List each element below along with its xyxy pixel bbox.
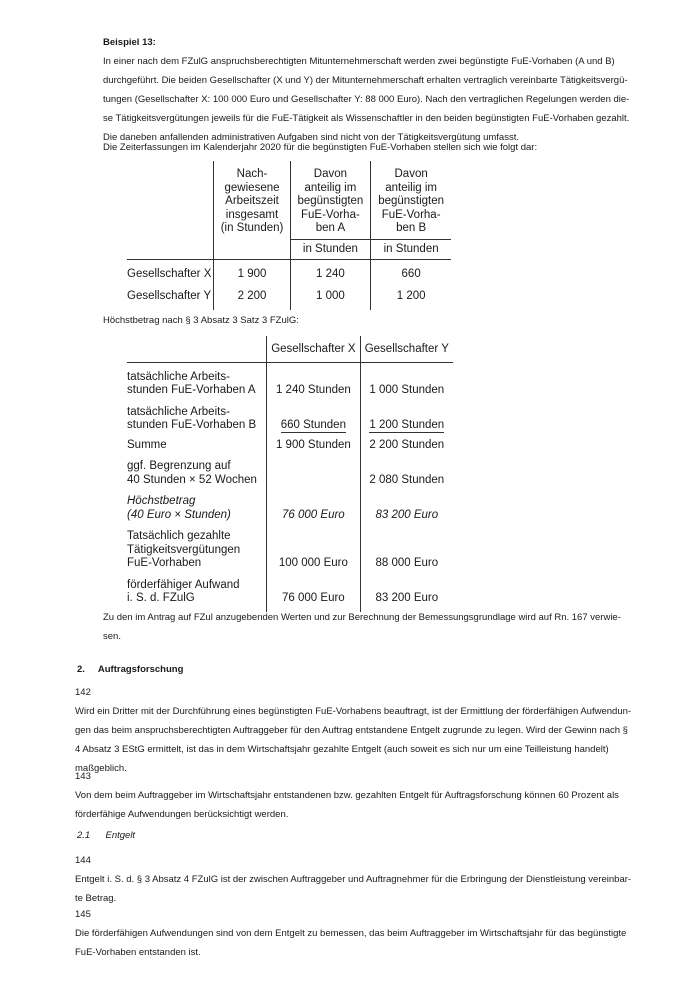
- text-line: Entgelt i. S. d. § 3 Absatz 4 FZulG ist der zwischen Auftraggeber und Auftragnehmer für die Erbringung der Dienstleistung vereinbar-: [75, 874, 632, 885]
- label-line: Summe: [127, 438, 167, 451]
- margin-number: 145: [75, 909, 91, 920]
- unit-label-b: in Stunden: [371, 239, 451, 260]
- label-line: i. S. d. FZulG: [127, 592, 195, 604]
- cell-total: 1 900: [214, 260, 290, 283]
- text-line: In einer nach dem FZulG anspruchsberechtigten Mitunternehmerschaft werden zwei begünstigte FuE-Vorhaben (A und B): [103, 56, 615, 67]
- header-line: (in Stunden): [220, 222, 284, 234]
- label-line: Tatsächlich gezahlte: [127, 530, 231, 542]
- text-line: Wird ein Dritter mit der Durchführung eines begünstigten FuE-Vorhabens beauftragt, ist der Ermittlung der förderfähigen Aufwendun-: [75, 706, 632, 717]
- cell-x: 1 240 Stunden: [267, 362, 360, 398]
- cell-x: 76 000 Euro: [267, 571, 360, 612]
- text-line: Zu den im Antrag auf FZul anzugebenden Werten und zur Berechnung der Bemessungsgrundlage wird auf Rn. 167 verwie-: [103, 612, 621, 623]
- cell-y: 1 000 Stunden: [360, 362, 453, 398]
- margin-number-144: [75, 851, 631, 908]
- header-line: begünstigten: [297, 195, 364, 207]
- header-line: begünstigten: [378, 195, 445, 207]
- header-gesellschafter-x: Gesellschafter X: [267, 336, 360, 362]
- cell-project-b: 1 200: [371, 282, 451, 310]
- header-project-b: [371, 161, 451, 239]
- margin-number-142: [75, 683, 631, 778]
- underlined-value: 1 200 Stunden: [369, 418, 445, 431]
- row-label: [127, 522, 267, 571]
- text-line: durchgeführt. Die beiden Gesellschafter (X und Y) der Mitunternehmerschaft erhalten vertraglich vereinbarte Tätigkeitsvergü-: [103, 75, 628, 86]
- header-line: Nach-: [236, 168, 268, 180]
- header-line: Davon: [313, 168, 348, 180]
- cell-x: [267, 398, 360, 433]
- margin-number-143: [75, 767, 619, 824]
- header-project-a: [290, 161, 371, 239]
- header-line: Arbeitszeit: [225, 195, 279, 207]
- cell-x: 100 000 Euro: [267, 522, 360, 571]
- cell-x: 76 000 Euro: [267, 487, 360, 522]
- margin-number-145: [75, 905, 626, 962]
- example-paragraph: [103, 52, 629, 147]
- label-line: FuE-Vorhaben: [127, 557, 202, 569]
- cell-project-a: 1 000: [290, 282, 371, 310]
- header-line: anteilig im: [385, 181, 438, 194]
- header-line: Davon: [394, 168, 428, 180]
- text-line: maßgeblich.: [75, 763, 127, 774]
- cell-project-b: 660: [371, 260, 451, 283]
- table-intro-text: Die Zeiterfassungen im Kalenderjahr 2020 für die begünstigten FuE-Vorhaben stellen sich wie folgt dar:: [103, 142, 538, 153]
- empty-cell: [127, 239, 214, 260]
- header-line: ben A: [315, 222, 346, 234]
- row-label: Gesellschafter Y: [127, 290, 212, 302]
- text-line: tungen (Gesellschafter X: 100 000 Euro und Gesellschafter Y: 88 000 Euro). Nach den vertraglichen Regelungen werden die-: [103, 94, 630, 105]
- cell-y: 83 200 Euro: [360, 487, 453, 522]
- row-label: [127, 398, 267, 433]
- cell-x: 1 900 Stunden: [267, 433, 360, 453]
- subsection-title: Entgelt: [105, 830, 136, 841]
- label-line: 40 Stunden × 52 Wochen: [127, 473, 257, 486]
- label-line: stunden FuE-Vorhaben A: [127, 384, 256, 396]
- header-line: FuE-Vorha-: [381, 208, 441, 221]
- header-line: ben B: [396, 222, 427, 234]
- empty-header-cell: [127, 161, 214, 239]
- text-line: te Betrag.: [75, 893, 117, 904]
- label-line: förderfähiger Aufwand: [127, 578, 240, 591]
- cell-y: [360, 398, 453, 433]
- header-total-hours: [214, 161, 290, 260]
- subsection-number: 2.1: [77, 830, 91, 841]
- row-label: [127, 452, 267, 487]
- cell-y: 88 000 Euro: [360, 522, 453, 571]
- text-line: förderfähige Aufwendungen berücksichtigt werden.: [75, 809, 289, 820]
- max-amount-table: [127, 336, 453, 612]
- text-line: Die förderfähigen Aufwendungen sind von dem Entgelt zu bemessen, das beim Auftraggeber im Wirtschaftsjahr für das begünstigte: [75, 928, 627, 939]
- margin-number: 144: [75, 855, 91, 866]
- cell-x: [267, 452, 360, 487]
- header-line: gewiesene: [224, 181, 280, 194]
- cell-y: 2 200 Stunden: [360, 433, 453, 453]
- text-line: Die daneben anfallenden administrativen Aufgaben sind nicht von der Tätigkeitsvergütung umfasst.: [103, 132, 519, 143]
- subsection-heading: [77, 826, 135, 845]
- text-line: Von dem beim Auftraggeber im Wirtschaftsjahr entstandenen bzw. gezahlten Entgelt für Auftragsforschung können 60 Prozent als: [75, 790, 619, 801]
- row-label: [127, 362, 267, 398]
- working-hours-table: [127, 161, 451, 310]
- margin-number: 142: [75, 687, 91, 698]
- label-line: tatsächliche Arbeits-: [127, 405, 230, 418]
- row-label: [127, 433, 267, 453]
- header-line: insgesamt: [225, 208, 279, 221]
- text-line: FuE-Vorhaben entstanden ist.: [75, 947, 201, 958]
- text-line: 4 Absatz 3 EStG ermittelt, ist das in dem Wirtschaftsjahr gezahlte Entgelt (auch soweit es sich nur um eine Teilleistung handelt): [75, 744, 609, 755]
- cell-y: 83 200 Euro: [360, 571, 453, 612]
- margin-number: 143: [75, 771, 91, 782]
- underlined-value: 660 Stunden: [280, 418, 346, 431]
- header-line: anteilig im: [304, 181, 357, 194]
- label-line: Höchstbetrag: [127, 495, 196, 507]
- reference-paragraph: [103, 608, 621, 646]
- label-line: (40 Euro × Stunden): [127, 508, 231, 521]
- max-amount-intro: Höchstbetrag nach § 3 Absatz 3 Satz 3 FZulG:: [103, 315, 299, 326]
- cell-project-a: 1 240: [290, 260, 371, 283]
- empty-header-cell: [127, 336, 267, 362]
- label-line: ggf. Begrenzung auf: [127, 460, 231, 472]
- cell-total: 2 200: [214, 282, 290, 310]
- label-line: Tätigkeitsvergütungen: [127, 543, 241, 556]
- label-line: tatsächliche Arbeits-: [127, 370, 230, 383]
- header-gesellschafter-y: Gesellschafter Y: [360, 336, 453, 362]
- text-line: sen.: [103, 631, 121, 642]
- row-label: Gesellschafter X: [127, 260, 214, 283]
- row-label: [127, 571, 267, 612]
- cell-y: 2 080 Stunden: [360, 452, 453, 487]
- text-line: gen das beim anspruchsberechtigten Auftraggeber für den Auftrag entstandene Entgelt zugrunde zu legen. Wird der Gewinn nach §: [75, 725, 628, 736]
- unit-label-a: in Stunden: [290, 239, 371, 260]
- section-heading: [77, 660, 183, 679]
- section-title: Auftragsforschung: [97, 664, 184, 675]
- text-line: se Tätigkeitsvergütungen jeweils für die FuE-Tätigkeit als Wissenschaftler in den beiden begünstigten FuE-Vorhaben gezahlt.: [103, 113, 630, 124]
- row-label: [127, 487, 267, 522]
- label-line: stunden FuE-Vorhaben B: [127, 419, 257, 431]
- section-number: 2.: [77, 664, 85, 675]
- example-title: Beispiel 13:: [103, 37, 156, 48]
- header-line: FuE-Vorha-: [301, 208, 360, 221]
